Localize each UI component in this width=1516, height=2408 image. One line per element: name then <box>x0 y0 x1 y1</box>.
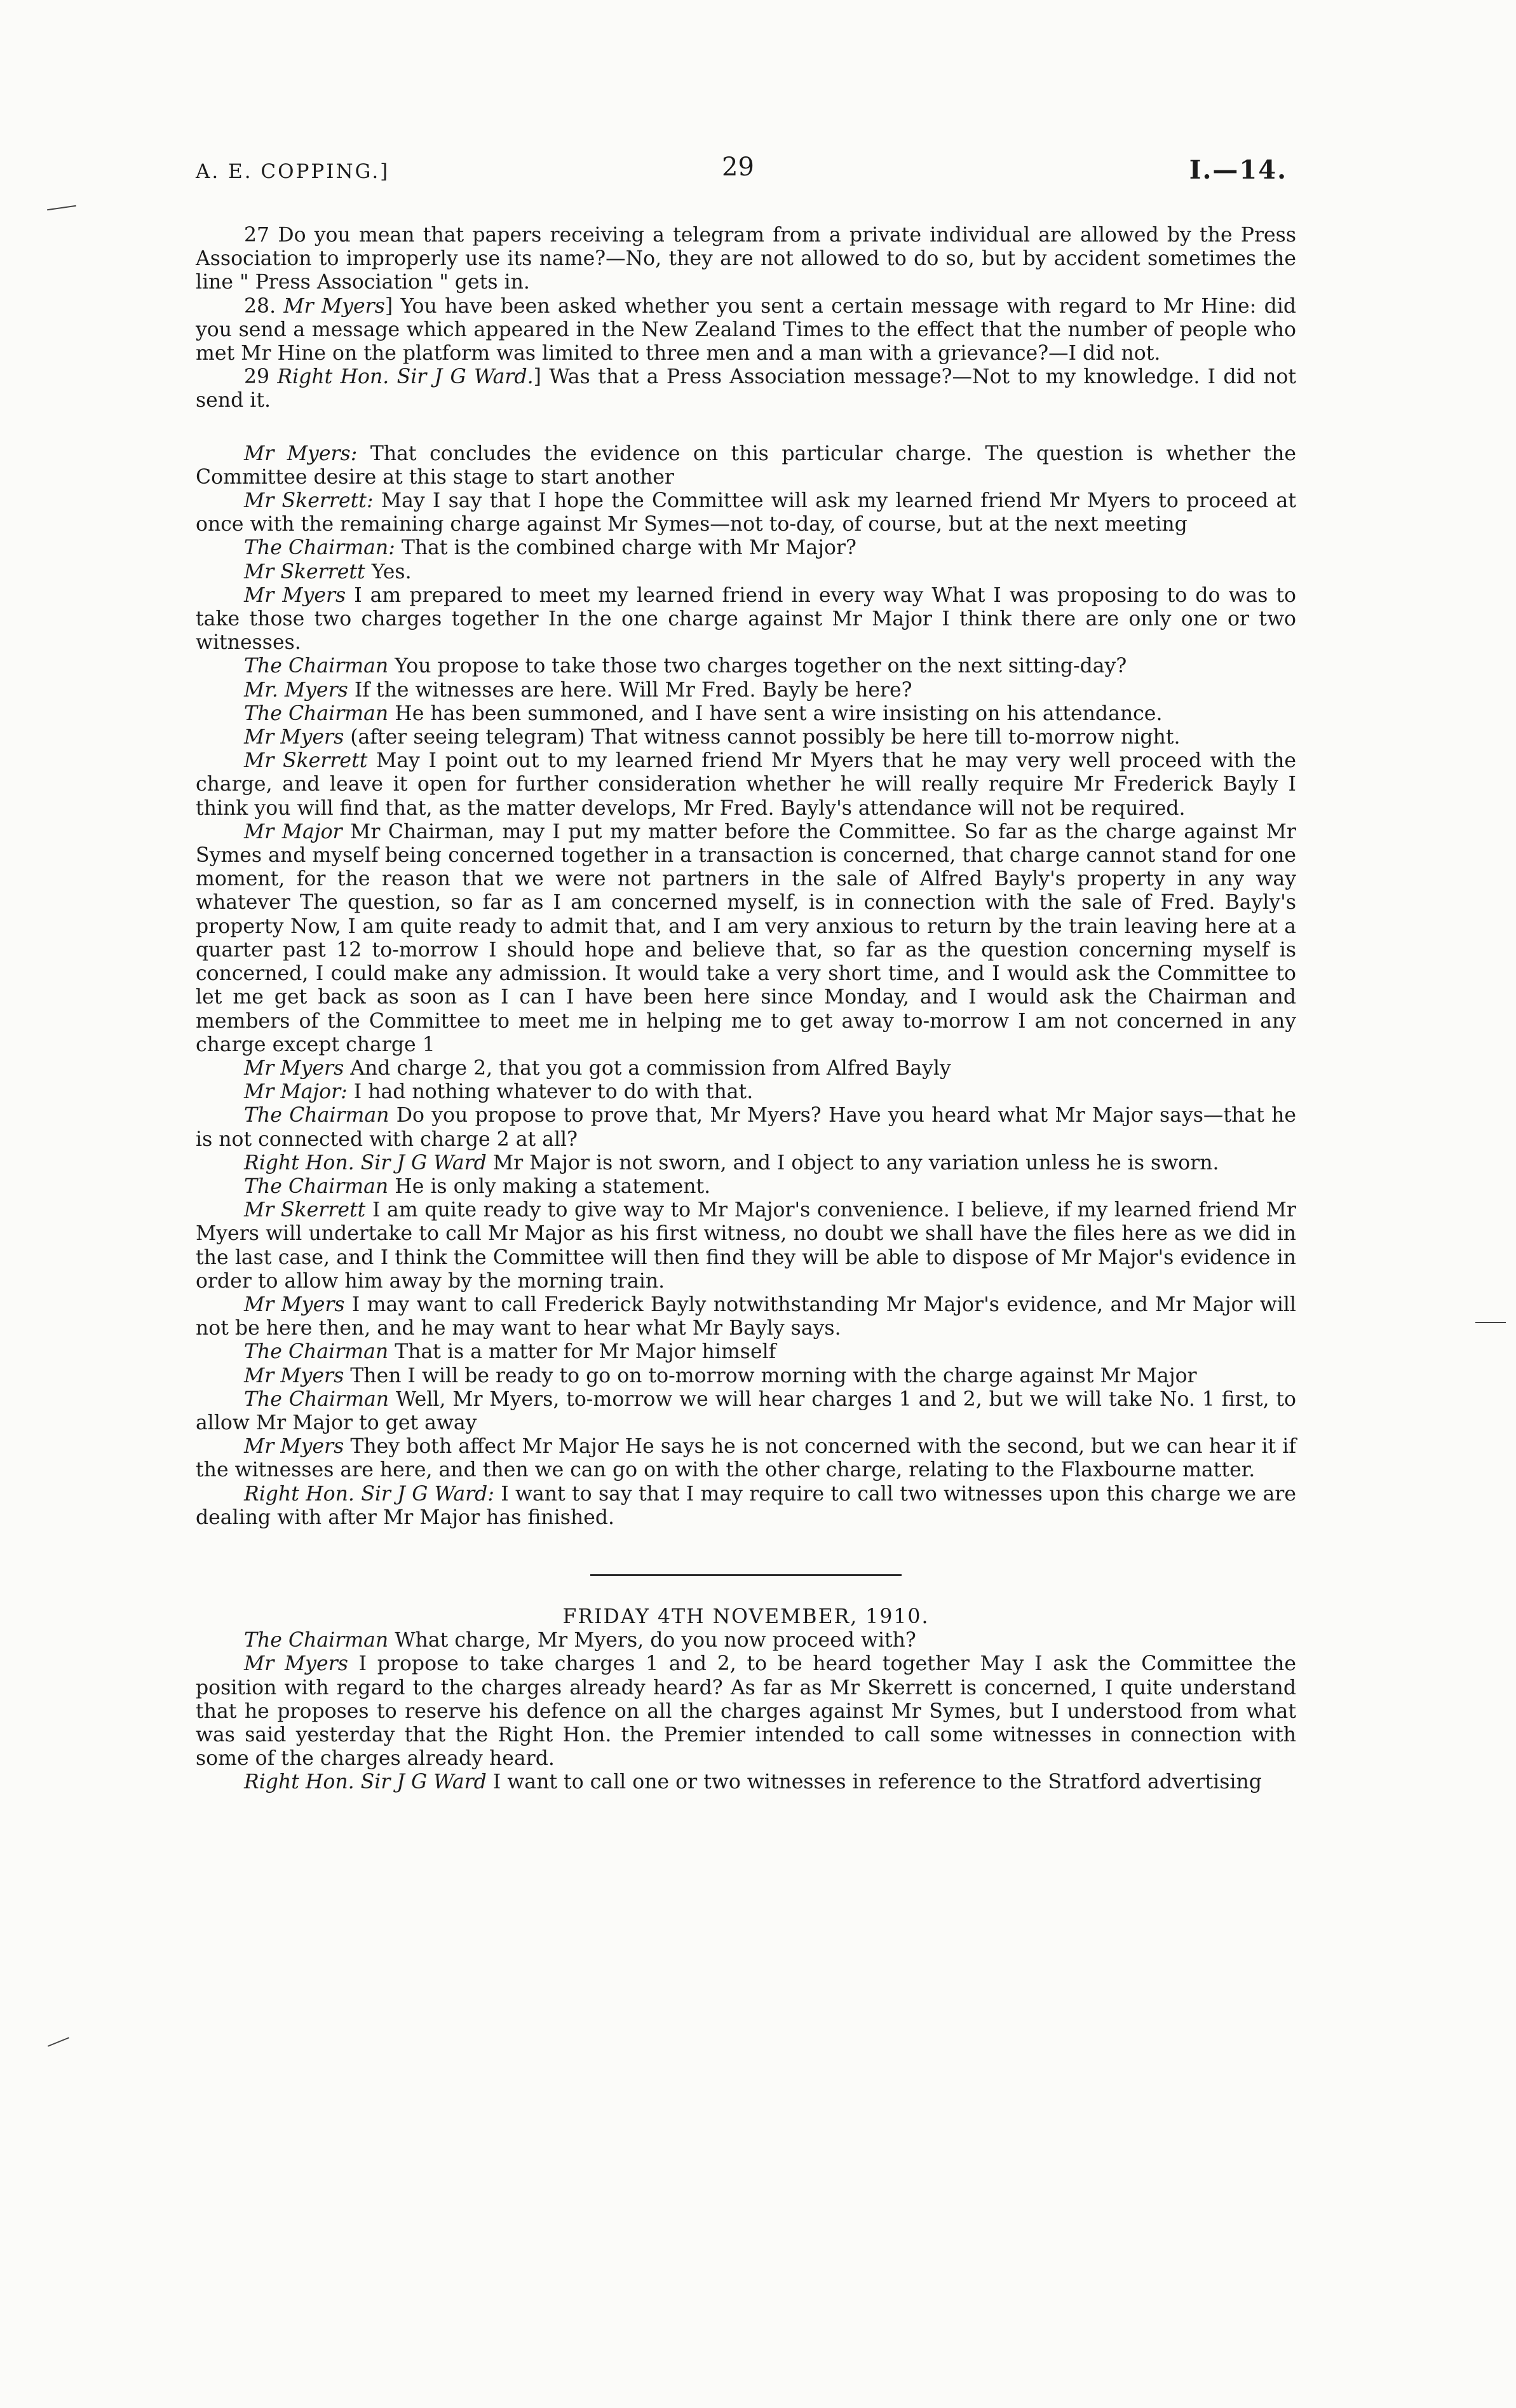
exchange-paragraph <box>196 1771 1296 1794</box>
exchange-paragraph <box>196 726 1296 749</box>
exchange-paragraph <box>196 536 1296 560</box>
statement-text: Yes. <box>371 560 412 583</box>
exchange-paragraph <box>196 1629 1296 1652</box>
exchange-list <box>196 442 1296 1530</box>
question-list <box>196 224 1296 413</box>
document-reference: I.—14. <box>1189 155 1287 185</box>
date-heading: FRIDAY 4TH NOVEMBER, 1910. <box>562 1605 930 1628</box>
statement-text: Mr Chairman, may I put my matter before the Committee. So far as the charge against Mr Symes and myself being concerned together in a transaction is concerned, that charge cannot stand for one moment, for the reason that we were not partners in the sale of Alfred Bayly's property in any way whatever The question, so far as I am concerned myself, is in connection with the sale of Fred. Bayly's property Now, I am quite ready to admit that, and I am very anxious to return by the train leaving here at a quarter past 12 to-morrow I should hope and believe that, so far as the question concerning myself is concerned, I could make any admission. It would take a very short time, and I would ask the Committee to let me get back as soon as I can I have been here since Monday, and I would ask the Chairman and members of the Committee to meet me in helping me to get away to-morrow I am not concerned in any charge except charge 1 <box>196 820 1296 1056</box>
statement-text: Was that a Press Association message?—Not to my knowledge. I did not send it. <box>196 365 1297 412</box>
speaker-name: Mr Myers: <box>244 442 358 465</box>
speaker-name: Right Hon. Sir J G Ward. <box>277 365 534 389</box>
exchange-paragraph <box>196 442 1296 489</box>
exchange-list-2 <box>196 1629 1296 1794</box>
question-paragraph: 28. Mr Myers] You have been asked whether you sent a certain message with regard to Mr Hine: did you send a message which appeared in the New Zealand Times to the effect that the number of people who met Mr Hine on the platform was limited to three men and a man with a grievance?—I did not. <box>196 294 1296 365</box>
statement-text: Do you mean that papers receiving a telegram from a private individual are allowed by the Press Association to improperly use its name?—No, they are not allowed to do so, but by accident sometimes the line " Press Association " gets in. <box>196 224 1297 294</box>
speaker-name: Mr Skerrett: <box>244 489 374 513</box>
statement-text: That concludes the evidence on this particular charge. The question is whether the Committee desire at this stage to start another <box>196 442 1296 489</box>
statement-text: I propose to take charges 1 and 2, to be heard together May I ask the Committee the position with regard to the charges already heard? As far as Mr Skerrett is concerned, I quite understand that he proposes to reserve his defence on all the charges against Mr Symes, but I understood from what was said yesterday that the Right Hon. the Premier intended to call some witnesses in connection with some of the charges already heard. <box>196 1652 1296 1771</box>
header-witness-name: A. E. COPPING.] <box>196 160 390 183</box>
statement-text: That is the combined charge with Mr Major? <box>401 536 856 560</box>
margin-mark <box>47 205 76 210</box>
speaker-name: Mr Major <box>244 820 342 843</box>
exchange-paragraph <box>196 1104 1296 1151</box>
statement-text: Do you propose to prove that, Mr Myers? Have you heard what Mr Major says—that he is not connected with charge 2 at all? <box>196 1104 1296 1151</box>
speaker-name: The Chairman: <box>244 536 395 560</box>
statement-text: You have been asked whether you sent a certain message with regard to Mr Hine: did you send a message which appeared in the New Zealand Times to the effect that the number of people who met Mr Hine on the platform was limited to three men and a man with a grievance?—I did not. <box>196 294 1296 365</box>
statement-text: I may want to call Frederick Bayly notwithstanding Mr Major's evidence, and Mr Major will not be here then, and he may want to hear what Mr Bayly says. <box>196 1293 1296 1340</box>
statement-text: What charge, Mr Myers, do you now proceed with? <box>395 1629 916 1652</box>
statement-text: Then I will be ready to go on to-morrow morning with the charge against Mr Major <box>350 1364 1197 1387</box>
statement-text: May I point out to my learned friend Mr Myers that he may very well proceed with the charge, and leave it open for further consideration whether he will really require Mr Frederick Bayly I think you will find that, as the matter develops, Mr Fred. Bayly's attendance will not be required. <box>196 749 1297 820</box>
speaker-name: The Chairman <box>244 1174 389 1198</box>
margin-mark <box>1475 1322 1506 1323</box>
speaker-name: Mr Myers <box>244 726 344 749</box>
statement-text: I am quite ready to give way to Mr Major's convenience. I believe, if my learned friend Mr Myers will undertake to call Mr Major as his first witness, no doubt we shall have the files here as we did in the last case, and I think the Committee will then find they will be able to dispose of Mr Major's evidence in order to allow him away by the morning train. <box>196 1199 1296 1293</box>
statement-text: (after seeing telegram) That witness cannot possibly be here till to-morrow night. <box>350 726 1181 749</box>
speaker-name: The Chairman <box>244 1387 389 1411</box>
exchange-paragraph <box>196 1152 1296 1175</box>
question-paragraph <box>196 224 1296 295</box>
exchange-paragraph <box>196 1483 1296 1530</box>
exchange-paragraph <box>196 1057 1296 1080</box>
statement-text: I want to say that I may require to call two witnesses upon this charge we are dealing with after Mr Major has finished. <box>196 1482 1296 1529</box>
statement-text: That is a matter for Mr Major himself <box>395 1340 776 1364</box>
statement-text: May I say that I hope the Committee will ask my learned friend Mr Myers to proceed at once with the remaining charge against Mr Symes—not to-day, of course, but at the next meeting <box>196 489 1296 536</box>
exchange-paragraph <box>196 1080 1296 1104</box>
exchange-paragraph <box>196 1293 1296 1340</box>
exchange-paragraph <box>196 1199 1296 1293</box>
speaker-name: The Chairman <box>244 1104 389 1127</box>
speaker-name: Mr Skerrett <box>244 1199 366 1222</box>
speaker-name: Mr Myers <box>283 294 385 318</box>
speaker-name: The Chairman <box>244 1340 389 1364</box>
body-text <box>196 224 1296 1795</box>
page-header <box>196 153 1287 191</box>
exchange-paragraph <box>196 1340 1296 1364</box>
speaker-name: Mr Major: <box>244 1080 348 1104</box>
speaker-name: The Chairman <box>244 655 389 678</box>
exchange-paragraph <box>196 749 1296 820</box>
exchange-paragraph <box>196 1364 1296 1388</box>
exchange-paragraph <box>196 820 1296 1057</box>
speaker-name: Mr. Myers <box>244 678 348 702</box>
exchange-paragraph <box>196 489 1296 536</box>
speaker-name: Mr Myers <box>244 1364 344 1387</box>
statement-text: They both affect Mr Major He says he is not concerned with the second, but we can hear it if the witnesses are here, and then we can go on with the other charge, relating to the Flaxbourne matter. <box>196 1435 1297 1482</box>
statement-text: Mr Major is not sworn, and I object to any variation unless he is sworn. <box>492 1151 1219 1174</box>
exchange-paragraph <box>196 655 1296 678</box>
statement-text: If the witnesses are here. Will Mr Fred. Bayly be here? <box>354 678 912 702</box>
speaker-name: Mr Skerrett <box>244 749 368 773</box>
exchange-paragraph <box>196 1388 1296 1435</box>
speaker-name: Mr Myers <box>244 1652 348 1676</box>
exchange-paragraph <box>196 1175 1296 1199</box>
speaker-name: Mr Skerrett <box>244 560 365 583</box>
exchange-paragraph <box>196 1652 1296 1771</box>
exchange-paragraph <box>196 1435 1296 1482</box>
margin-mark <box>48 2037 69 2046</box>
statement-text: I am prepared to meet my learned friend in every way What I was proposing to do was to take those two charges together In the one charge against Mr Major I think there are only one or two witnesses. <box>196 583 1296 655</box>
question-number: 27 <box>244 224 270 247</box>
statement-text: Well, Mr Myers, to-morrow we will hear charges 1 and 2, but we will take No. 1 first, to allow Mr Major to get away <box>196 1387 1296 1434</box>
exchange-paragraph <box>196 702 1296 726</box>
speaker-name: Right Hon. Sir J G Ward: <box>244 1482 494 1506</box>
speaker-name: The Chairman <box>244 1629 389 1652</box>
page-number: 29 <box>722 153 754 182</box>
question-paragraph: 29 Right Hon. Sir J G Ward.] Was that a Press Association message?—Not to my knowledge. I did not send it. <box>196 365 1297 412</box>
speaker-name: Right Hon. Sir J G Ward <box>244 1151 487 1174</box>
question-number: 28. <box>244 294 276 318</box>
speaker-name: Mr Myers <box>244 1293 345 1316</box>
question-number: 29 <box>244 365 270 389</box>
statement-text: I had nothing whatever to do with that. <box>353 1080 754 1104</box>
exchange-paragraph <box>196 679 1296 702</box>
statement-text: He is only making a statement. <box>395 1174 711 1198</box>
speaker-name: Mr Myers <box>244 1056 344 1080</box>
speaker-name: Mr Myers <box>244 583 346 607</box>
statement-text: You propose to take those two charges together on the next sitting-day? <box>395 655 1127 678</box>
speaker-name: Mr Myers <box>244 1435 344 1459</box>
exchange-paragraph <box>196 584 1296 655</box>
statement-text: I want to call one or two witnesses in reference to the Stratford advertising <box>492 1771 1262 1794</box>
exchange-paragraph <box>196 561 1296 584</box>
statement-text: He has been summoned, and I have sent a wire insisting on his attendance. <box>395 702 1163 725</box>
speaker-name: The Chairman <box>244 702 389 725</box>
speaker-name: Right Hon. Sir J G Ward <box>244 1771 487 1794</box>
statement-text: And charge 2, that you got a commission from Alfred Bayly <box>350 1056 951 1080</box>
